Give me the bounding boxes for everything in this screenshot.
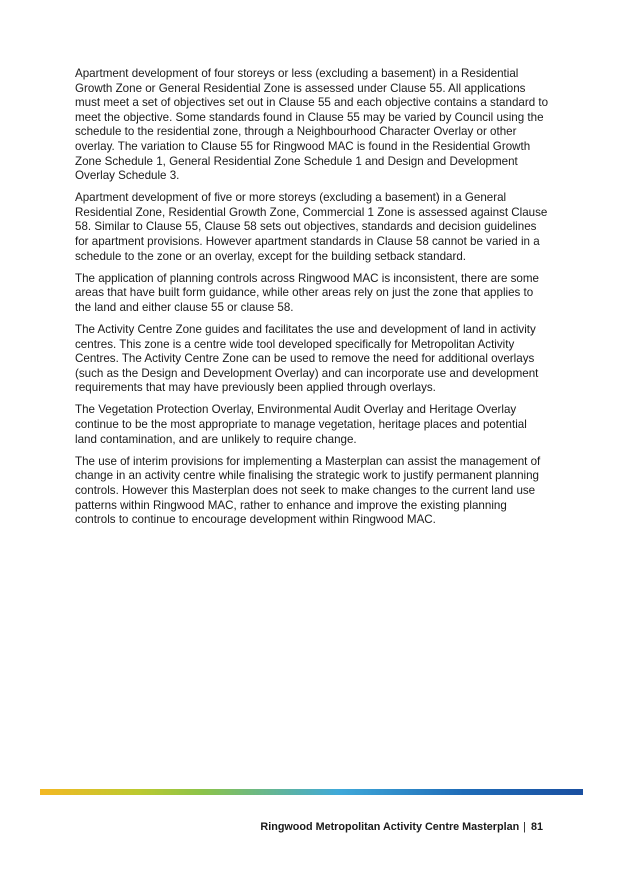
paragraph-activity-centre-zone: The Activity Centre Zone guides and facilitates the use and development of land in activity centres. This zone is a centre wide tool developed specifically for Metropolitan Activity Centres. The Activity Centre Zone can be used to remove the need for additional overlays (such as the Design and Development Overlay) and can incorporate use and development requirements that may have previously been applied through overlays.: [75, 323, 539, 395]
footer-gradient-bar: [40, 789, 583, 795]
footer-document-title: Ringwood Metropolitan Activity Centre Masterplan: [260, 821, 520, 833]
body-text: [75, 67, 550, 535]
page-number: 81: [530, 821, 543, 833]
paragraph-clause-55: Apartment development of four storeys or less (excluding a basement) in a Residential Growth Zone or General Residential Zone is assessed under Clause 55. All applications must meet a set of objectives set out in Clause 55 and each objective contains a standard to meet the objective. Some standards found in Clause 55 may be varied by Council using the schedule to the residential zone, through a Neighbourhood Character Overlay or other overlay. The variation to Clause 55 for Ringwood MAC is found in the Residential Growth Zone Schedule 1, General Residential Zone Schedule 1 and Design and Development Overlay Schedule 3.: [75, 67, 549, 183]
page-footer: [260, 821, 543, 834]
paragraph-overlays: The Vegetation Protection Overlay, Environmental Audit Overlay and Heritage Overlay continue to be the most appropriate to manage vegetation, heritage places and potential land contamination, and are unlikely to require change.: [75, 403, 527, 446]
paragraph-interim-provisions: The use of interim provisions for implementing a Masterplan can assist the management of change in an activity centre while finalising the strategic work to justify permanent planning controls. However this Masterplan does not seek to make changes to the current land use patterns within Ringwood MAC, rather to enhance and improve the existing planning controls to continue to encourage development within Ringwood MAC.: [75, 454, 541, 527]
paragraph-planning-controls: The application of planning controls across Ringwood MAC is inconsistent, there are some areas that have built form guidance, while other areas rely on just the zone that applies to the land and either clause 55 or clause 58.: [75, 271, 539, 314]
paragraph-clause-58: Apartment development of five or more storeys (excluding a basement) in a General Residential Zone, Residential Growth Zone, Commercial 1 Zone is assessed against Clause 58. Similar to Clause 55, Clause 58 sets out objectives, standards and decision guidelines for apartment provisions. However apartment standards in Clause 58 cannot be varied in a schedule to the zone or an overlay, except for the building setback standard.: [75, 191, 548, 263]
footer-separator: |: [523, 821, 526, 833]
